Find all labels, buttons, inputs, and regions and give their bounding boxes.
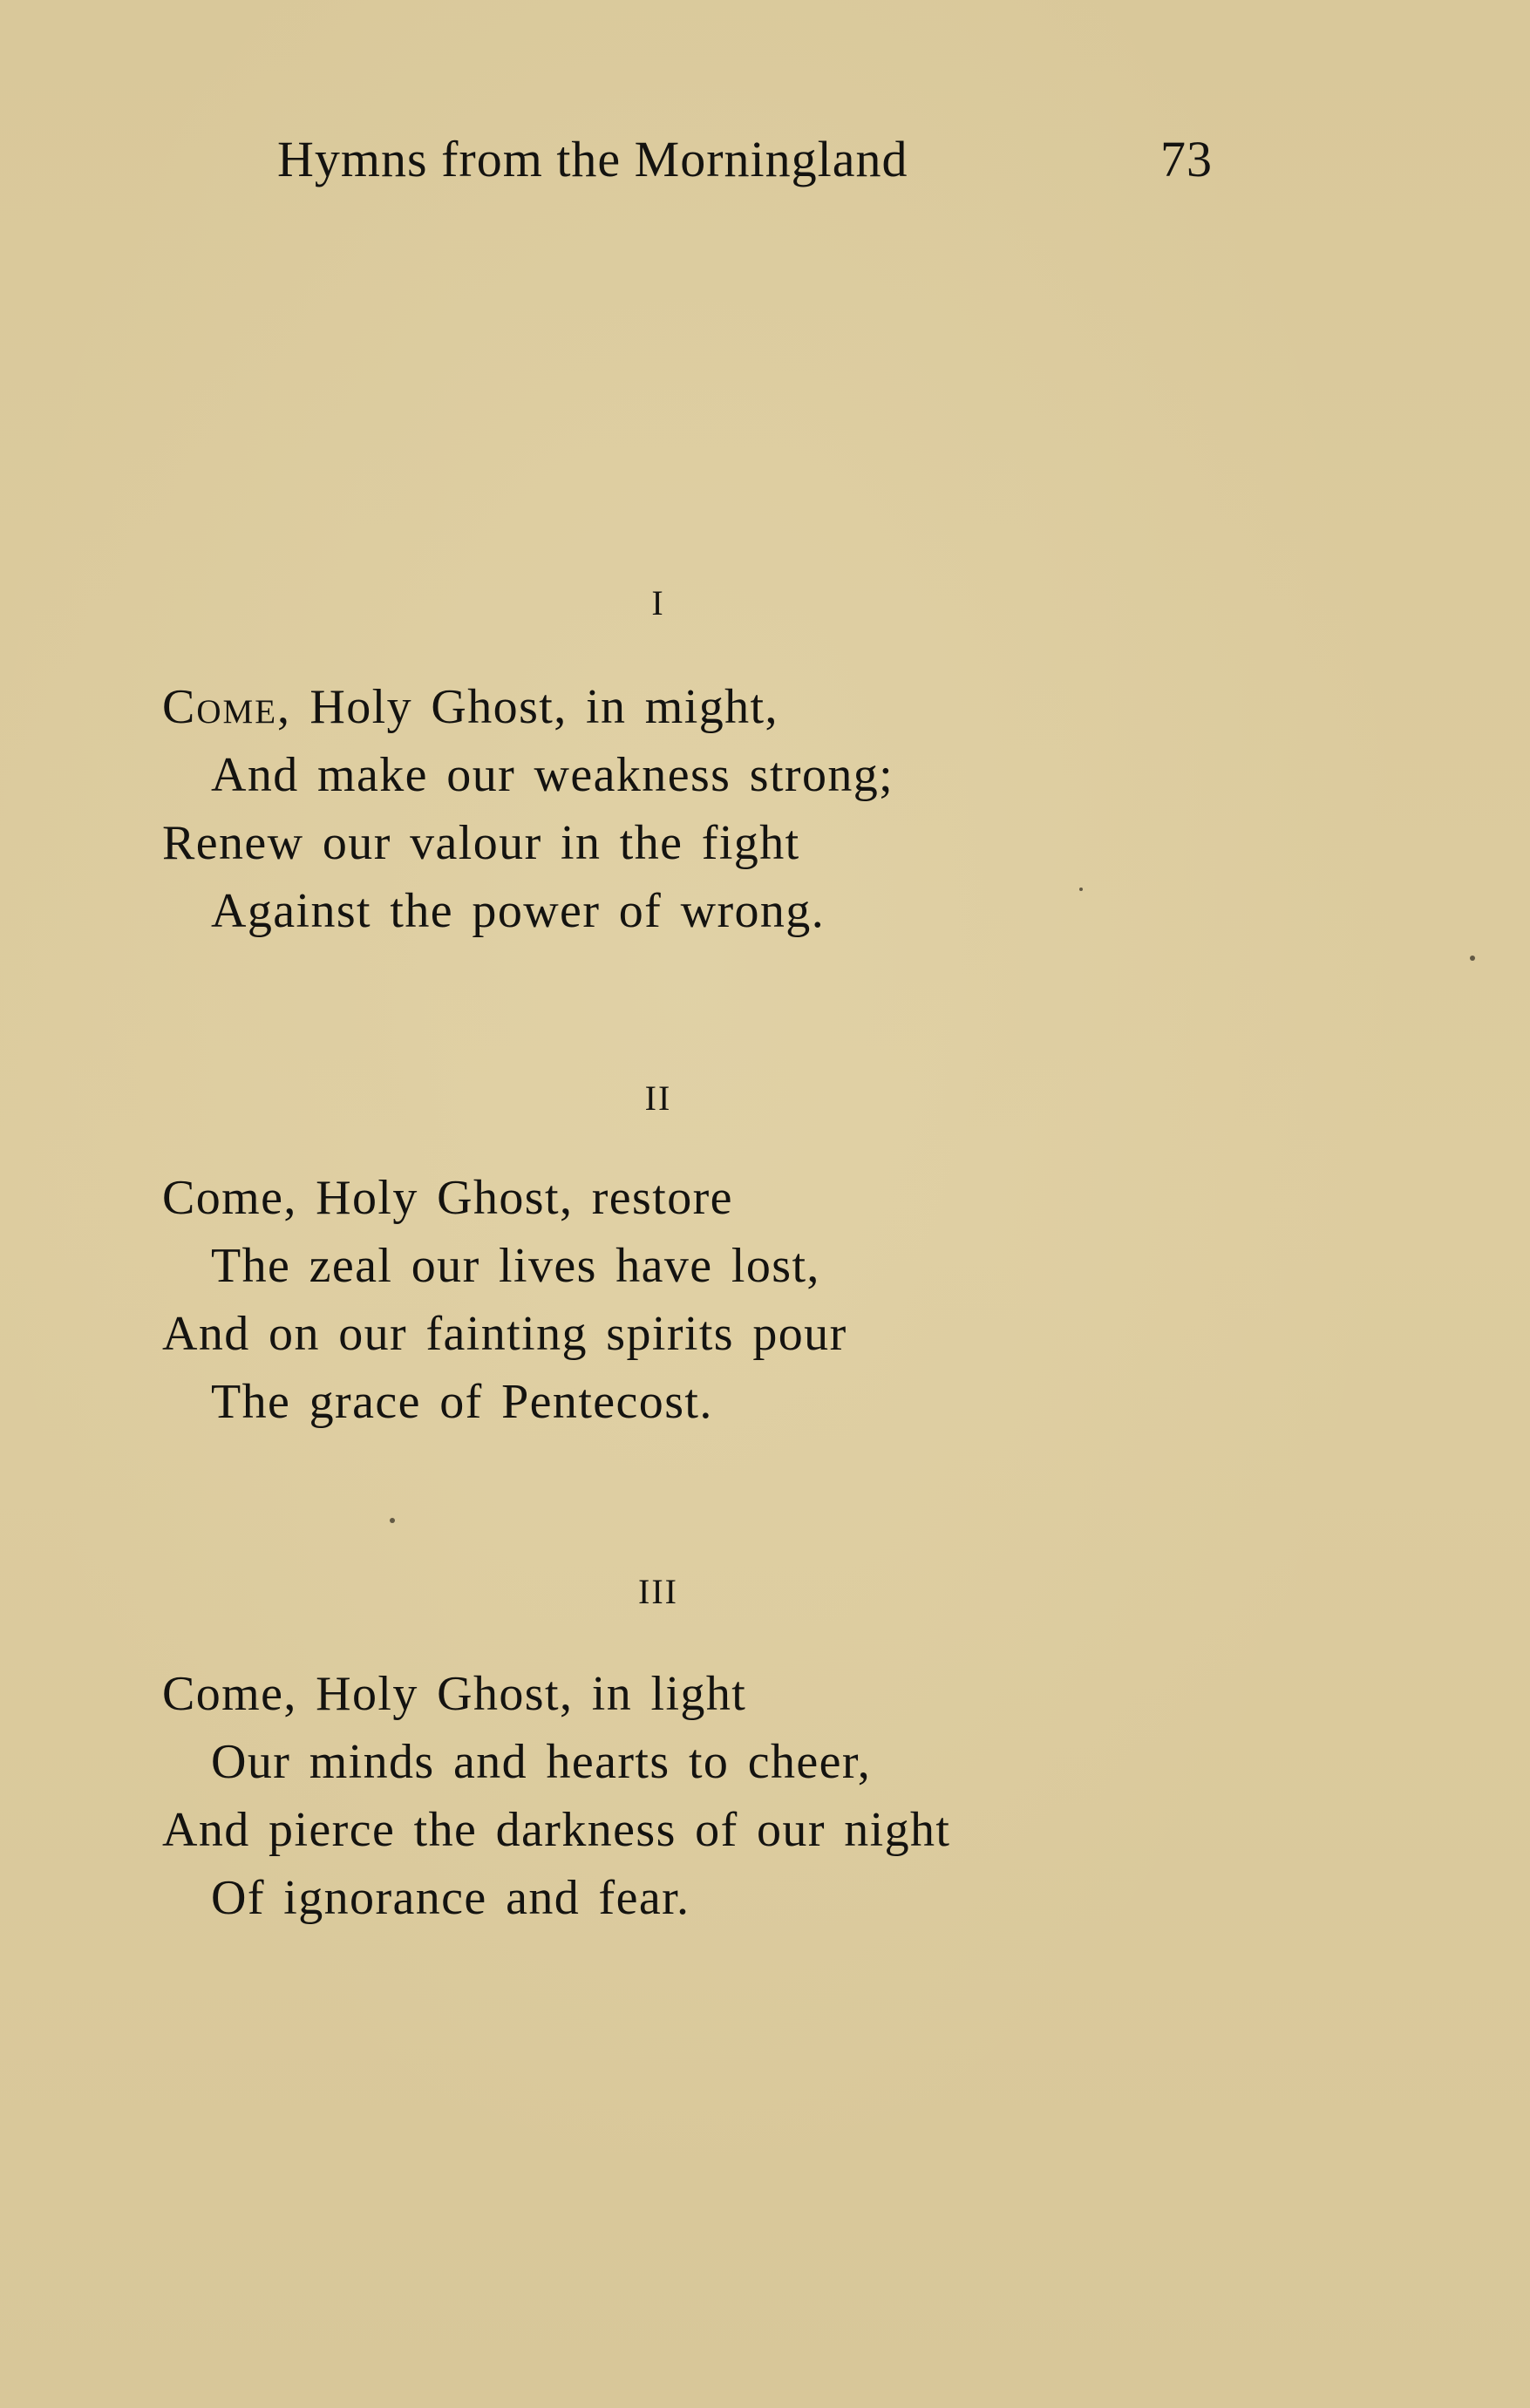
stanza-2-line-3: And on our fainting spirits pour (162, 1307, 847, 1361)
stanza-1-line-3: Renew our valour in the fight (162, 816, 800, 870)
stanza-3-line-3: And pierce the darkness of our night (162, 1803, 951, 1857)
stanza-1 (162, 673, 1383, 945)
paper-speck (1470, 956, 1475, 961)
paper-speck (390, 1518, 395, 1523)
paper-speck (1079, 888, 1083, 891)
stanza-2-line-4: The grace of Pentecost. (211, 1375, 713, 1429)
stanza-numeral-1: I (651, 583, 665, 622)
stanza-1-line-1 (162, 673, 1383, 741)
stanza-3 (162, 1660, 1383, 1932)
stanza-2 (162, 1164, 1383, 1436)
stanza-1-line-1-text: Holy Ghost, in might, (291, 680, 779, 734)
stanza-3-line-2: Our minds and hearts to cheer, (211, 1735, 872, 1789)
stanza-numeral-2: II (644, 1078, 672, 1118)
running-title: Hymns from the Morningland (277, 131, 908, 187)
stanza-1-lead-word: Come, (162, 680, 292, 734)
running-head (277, 129, 1214, 190)
stanza-1-line-4: Against the power of wrong. (211, 884, 826, 938)
stanza-1-line-2: And make our weakness strong; (211, 748, 894, 802)
stanza-numeral-3: III (638, 1572, 678, 1611)
stanza-3-line-1: Come, Holy Ghost, in light (162, 1667, 747, 1721)
page-number: 73 (1160, 131, 1213, 187)
stanza-3-line-4: Of ignorance and fear. (211, 1871, 690, 1925)
stanza-2-line-1: Come, Holy Ghost, restore (162, 1171, 733, 1225)
stanza-2-line-2: The zeal our lives have lost, (211, 1239, 820, 1293)
